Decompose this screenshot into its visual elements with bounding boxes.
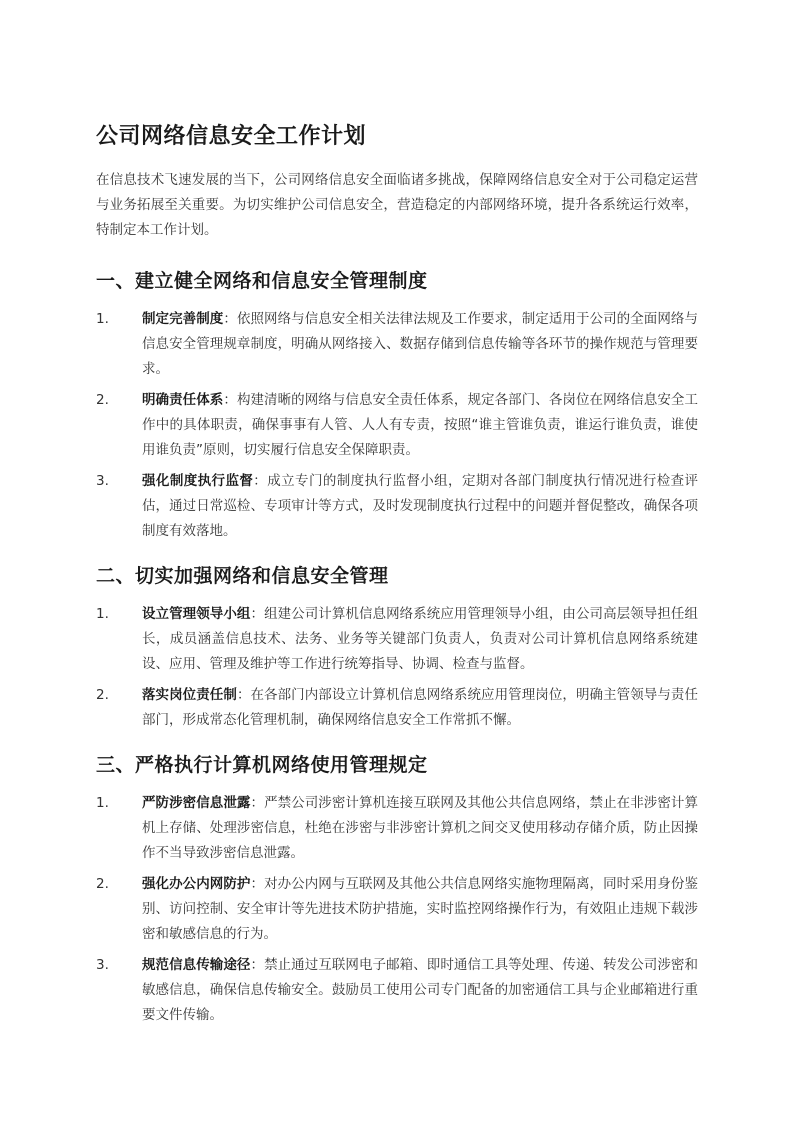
section-heading: 二、切实加强网络和信息安全管理 xyxy=(96,565,389,587)
item-text: 组建公司计算机信息网络系统应用管理领导小组，由公司高层领导担任组长，成员涵盖信息技术、法务、业务等关键部门负责人，负责对公司计算机信息网络系统建设、应用、管理及维护等工作进行统筹指导、协调、检查与监督。 xyxy=(142,606,698,672)
item-text: 构建清晰的网络与信息安全责任体系，规定各部门、各岗位在网络信息安全工作中的具体职责，确保事事有人管、人人有专责，按照“谁主管谁负责，谁运行谁负责，谁使用谁负责”原则，切实履行信息安全保障职责。 xyxy=(142,392,698,458)
item-text: 对办公内网与互联网及其他公共信息网络实施物理隔离，同时采用身份鉴别、访问控制、安全审计等先进技术防护措施，实时监控网络操作行为，有效阻止违规下载涉密和敏感信息的行为。 xyxy=(142,876,698,942)
item-separator: ： xyxy=(223,392,237,408)
item-separator: ： xyxy=(250,606,265,622)
item-number: 3. xyxy=(96,473,109,489)
item-text: 成立专门的制度执行监督小组，定期对各部门制度执行情况进行检查评估，通过日常巡检、专项审计等方式，及时发现制度执行过程中的问题并督促整改，确保各项制度有效落地。 xyxy=(142,473,699,539)
section-list xyxy=(96,307,698,544)
item-label: 强化办公内网防护 xyxy=(142,876,251,892)
item-body xyxy=(142,388,698,463)
item-body xyxy=(142,469,698,544)
item-label: 强化制度执行监督 xyxy=(142,473,254,489)
section-list xyxy=(96,602,698,733)
list-item xyxy=(96,602,698,677)
item-separator: ： xyxy=(250,795,265,811)
item-separator: ： xyxy=(253,473,268,489)
item-body xyxy=(142,953,698,1028)
item-body xyxy=(142,307,698,382)
item-number: 2. xyxy=(96,876,109,892)
item-number: 1. xyxy=(96,795,109,811)
item-separator: ： xyxy=(223,311,237,327)
item-separator: ： xyxy=(250,957,265,973)
section-heading: 三、严格执行计算机网络使用管理规定 xyxy=(96,754,428,776)
list-item xyxy=(96,953,698,1028)
intro-paragraph: 在信息技术飞速发展的当下，公司网络信息安全面临诸多挑战，保障网络信息安全对于公司稳定运营与业务拓展至关重要。为切实维护公司信息安全，营造稳定的内部网络环境，提升各系统运行效率，特制定本工作计划。 xyxy=(96,172,698,238)
item-body xyxy=(142,791,698,866)
item-label: 严防涉密信息泄露 xyxy=(142,795,251,811)
list-item xyxy=(96,683,698,733)
item-label: 落实岗位责任制 xyxy=(142,687,237,703)
item-number: 1. xyxy=(96,311,109,327)
item-body xyxy=(142,683,698,733)
section-list xyxy=(96,791,698,1028)
item-number: 3. xyxy=(96,957,109,973)
list-item xyxy=(96,469,698,544)
item-text: 在各部门内部设立计算机信息网络系统应用管理岗位，明确主管领导与责任部门，形成常态化管理机制，确保网络信息安全工作常抓不懈。 xyxy=(142,687,698,728)
item-number: 2. xyxy=(96,392,109,408)
item-number: 1. xyxy=(96,606,109,622)
item-text: 禁止通过互联网电子邮箱、即时通信工具等处理、传递、转发公司涉密和敏感信息，确保信息传输安全。鼓励员工使用公司专门配备的加密通信工具与企业邮箱进行重要文件传输。 xyxy=(142,957,698,1023)
list-item xyxy=(96,791,698,866)
item-label: 规范信息传输途径 xyxy=(142,957,251,973)
list-item xyxy=(96,307,698,382)
item-separator: ： xyxy=(250,876,265,892)
list-item xyxy=(96,872,698,947)
item-label: 设立管理领导小组 xyxy=(142,606,251,622)
item-body xyxy=(142,872,698,947)
section-1 xyxy=(96,267,698,544)
item-text: 依照网络与信息安全相关法律法规及工作要求，制定适用于公司的全面网络与信息安全管理规章制度，明确从网络接入、数据存储到信息传输等各环节的操作规范与管理要求。 xyxy=(142,311,698,377)
item-separator: ： xyxy=(236,687,251,703)
section-heading: 一、建立健全网络和信息安全管理制度 xyxy=(96,270,428,292)
item-number: 2. xyxy=(96,687,109,703)
item-text: 严禁公司涉密计算机连接互联网及其他公共信息网络，禁止在非涉密计算机上存储、处理涉密信息，杜绝在涉密与非涉密计算机之间交叉使用移动存储介质，防止因操作不当导致涉密信息泄露。 xyxy=(142,795,698,861)
section-2 xyxy=(96,562,698,733)
item-body xyxy=(142,602,698,677)
list-item xyxy=(96,388,698,463)
item-label: 明确责任体系 xyxy=(142,392,224,408)
page-title: 公司网络信息安全工作计划 xyxy=(96,124,367,149)
item-label: 制定完善制度 xyxy=(142,311,224,327)
section-3 xyxy=(96,751,698,1028)
